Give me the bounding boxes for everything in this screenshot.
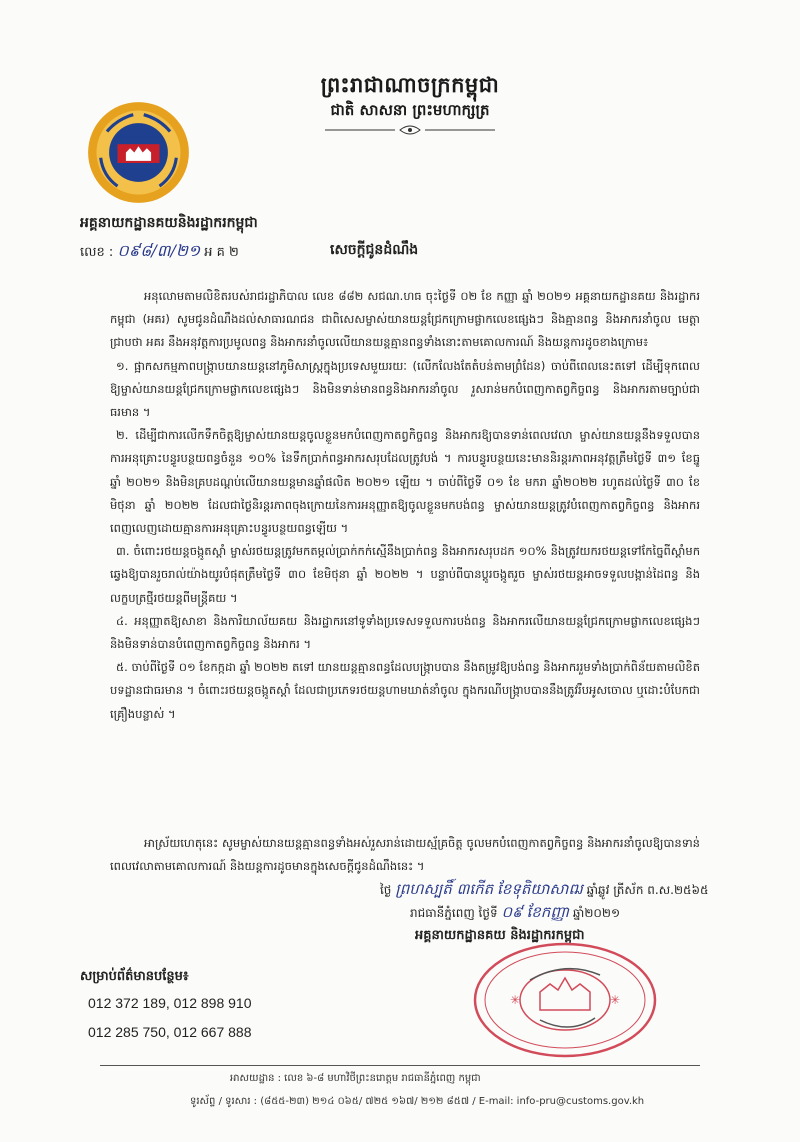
item-4: ៤. អនុញ្ញាតឱ្យសាខា និងការិយាល័យគយ និងរដ្ឋាករនៅទូទាំងប្រទេសទទួលការបង់ពន្ធ និងអាករលើយានយន្តជ្រែកក្រោមផ្លាកលេខផ្សេងៗ និងមិនទាន់បានបំពេញកាតព្វកិច្ចពន្ធ និងអាករ ។ [110, 613, 700, 652]
lunar-date [380, 880, 709, 902]
closing-paragraph: អាស្រ័យហេតុនេះ សូមម្ចាស់យានយន្តគ្មានពន្ធទាំងអស់រួសរាន់ដោយស្ម័គ្រចិត្ត ចូលមកបំពេញកាតព្វកិច្ចពន្ធ និងអាករនាំចូលឱ្យបានទាន់ពេលវេលាតាមគោលការណ៍ និងយន្តការដូចមានក្នុងសេចក្តីជូនដំណឹងនេះ ។ [110, 836, 700, 873]
sender-organization: អគ្គនាយកដ្ឋានគយនិងរដ្ឋាករកម្ពុជា [80, 215, 258, 231]
footer-address: អាសយដ្ឋាន : លេខ ៦-៨ មហាវិថីព្រះនរោត្តម រាជធានីភ្នំពេញ កម្ពុជា [230, 1073, 481, 1084]
divider-ornament-icon [325, 124, 495, 136]
item-1: ១. ផ្អាកសកម្មភាពបង្ក្រាបយានយន្តនៅភូមិសាស្រ្តក្នុងប្រទេសមួយរយៈ (លើកលែងតែតំបន់តាមព្រំដែន) ចាប់ពីពេលនេះតទៅ ដើម្បីទុកពេលឱ្យម្ចាស់យានយន្តជ្រែកក្រោមផ្លាកលេខផ្សេងៗ និងមិនទាន់មានពន្ធនិងអាករនាំចូល រួសរាន់មកបំពេញកាតព្វកិច្ចពន្ធ និងអាករតាមច្បាប់ជាធរមាន ។ [110, 358, 700, 420]
footer-telephone: ទូរស័ព្ទ / ទូរសារ : (៨៥៥-២៣) ២១៤ ០៦៥/ ៧២៥ ១៦៧/ ២១២ ៨៥៧ / E-mail: info-pru@customs.gov.kh [190, 1096, 645, 1107]
customs-logo-icon [86, 100, 191, 205]
solar-date [410, 903, 620, 925]
solar-prefix: រាជធានីភ្នំពេញ ថ្ងៃទី [410, 906, 498, 920]
svg-text:✳: ✳ [510, 993, 521, 1007]
official-stamp-icon [470, 940, 660, 1060]
lunar-year: ឆ្នាំឆ្លូវ ត្រីស័ក ព.ស.២៥៦៥ [586, 883, 709, 897]
lunar-month: ខែទុតិយាសាឍ [497, 880, 583, 898]
lunar-day: ព្រហស្បតិ៍ ៣កើត [395, 880, 494, 898]
reference-number [80, 240, 239, 264]
ref-suffix: អ គ ២ [204, 245, 239, 260]
solar-year: ឆ្នាំ២០២១ [572, 906, 621, 920]
solar-day: ០៩ [501, 903, 523, 921]
svg-text:✳: ✳ [610, 993, 621, 1007]
solar-month: ខែកញ្ញា [526, 903, 570, 921]
intro-paragraph: អនុលោមតាមលិខិតរបស់រាជរដ្ឋាភិបាល លេខ ៨៨២ សជណ.ហធ ចុះថ្ងៃទី ០២ ខែ កញ្ញា ឆ្នាំ ២០២១ អគ្គនាយកដ្ឋានគយ និងរដ្ឋាករកម្ពុជា (អគរ) សូមជូនដំណឹងដល់សាធារណជន ជាពិសេសម្ចាស់យានយន្តជ្រែកក្រោមផ្លាកលេខផ្សេងៗ និងគ្មានពន្ធ និងអាករនាំចូល មេត្តាជ្រាបថា អគរ នឹងអនុវត្តការប្រមូលពន្ធ និងអាករនាំចូលលើយានយន្តគ្មានពន្ធទាំងនោះតាមគោលការណ៍ និងយន្តការដូចខាងក្រោម៖ [110, 289, 700, 350]
lunar-prefix: ថ្ងៃ [380, 883, 392, 897]
contact-heading: សម្រាប់ព័ត៌មានបន្ថែម៖ [80, 969, 189, 984]
phone-numbers-line-2: 012 285 750, 012 667 888 [88, 1024, 252, 1040]
signer-organization: អគ្គនាយកដ្ឋានគយ និងរដ្ឋាករកម្ពុជា [415, 928, 585, 943]
ref-label: លេខ : [80, 245, 114, 260]
national-motto: ជាតិ សាសនា ព្រះមហាក្សត្រ [330, 101, 490, 119]
phone-numbers-line-1: 012 372 189, 012 898 910 [88, 995, 252, 1011]
item-5: ៥. ចាប់ពីថ្ងៃទី ០១ ខែកក្កដា ឆ្នាំ ២០២២ តទៅ យានយន្តគ្មានពន្ធដែលបង្ក្រាបបាន នឹងតម្រូវឱ្យបង់ពន្ធ និងអាកររួមទាំងប្រាក់ពិន័យតាមលិខិតបទដ្ឋានជាធរមាន ។ ចំពោះរថយន្តចង្កូតស្តាំ ដែលជាប្រភេទរថយន្តហាមឃាត់នាំចូល ក្នុងករណីបង្ក្រាបបាននឹងត្រូវរឹបអូសចោល ឬដោះបំបែកជាគ្រឿងបន្លាស់ ។ [110, 660, 700, 721]
notice-body [110, 285, 700, 726]
item-3: ៣. ចំពោះរថយន្តចង្កូតស្តាំ ម្ចាស់រថយន្តត្រូវមកតម្កល់ប្រាក់កក់ស្មើនឹងប្រាក់ពន្ធ និងអាករសរុបដក ១០% និងត្រូវយករថយន្តទៅកែច្នៃពីស្តាំមកឆ្វេងឱ្យបានរួចរាល់យ៉ាងយូរបំផុតត្រឹមថ្ងៃទី ៣០ ខែមិថុនា ឆ្នាំ ២០២២ ។ បន្ទាប់ពីបានប្តូរចង្កូតរួច ម្ចាស់រថយន្តអាចទទួលបង្កាន់ដៃពន្ធ និងលក្ខបត្រថ្មីរថយន្តពីមន្ត្រីគយ ។ [110, 544, 700, 605]
footer-divider [100, 1065, 700, 1066]
ref-number-handwritten: ០៩៨/៣/២១ [117, 241, 201, 260]
kingdom-heading: ព្រះរាជាណាចក្រកម្ពុជា [320, 72, 500, 97]
document-title: សេចក្តីជូនដំណឹង [330, 242, 419, 258]
item-2: ២. ដើម្បីជាការលើកទឹកចិត្តឱ្យម្ចាស់យានយន្តចូលខ្លួនមកបំពេញកាតព្វកិច្ចពន្ធ និងអាករឱ្យបានទាន់ពេលវេលា ម្ចាស់យានយន្តនឹងទទួលបានការអនុគ្រោះបន្ធូរបន្ថយពន្ធចំនួន ១០% នៃទឹកប្រាក់ពន្ធអាករសរុបដែលត្រូវបង់ ។ ការបន្ធូរបន្ថយនេះមាននិរន្តរភាពអនុវត្តត្រឹមថ្ងៃទី ៣១ ខែធ្នូ ឆ្នាំ ២០២១ និងមិនគ្របដណ្តប់លើយានយន្តមានឆ្នាំផលិត ២០២១ ឡើយ ។ ចាប់ពីថ្ងៃទី ០១ ខែ មករា ឆ្នាំ២០២២ រហូតដល់ថ្ងៃទី ៣០ ខែមិថុនា ឆ្នាំ ២០២២ ដែលជាថ្ងៃនិរន្តរភាពចុងក្រោយនៃការអនុញ្ញាតឱ្យចូលខ្លួនមកបង់ពន្ធ ម្ចាស់យានយន្តត្រូវបំពេញកាតព្វកិច្ចពន្ធ និងអាករពេញលេញដោយគ្មានការអនុគ្រោះបន្ធូរបន្ថយពន្ធឡើយ ។ [110, 428, 700, 536]
